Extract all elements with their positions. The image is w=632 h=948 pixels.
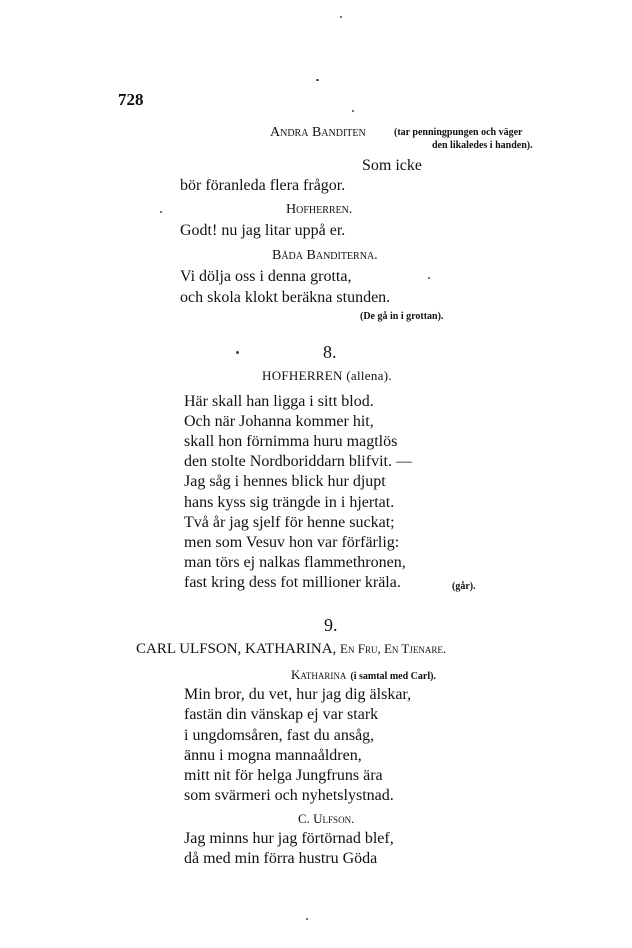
ink-speck	[160, 211, 162, 213]
scene-number: 8.	[323, 342, 337, 362]
verse-line: Vi dölja oss i denna grotta,	[180, 268, 352, 285]
verse-line: fast kring dess fot millioner kräla.	[184, 574, 401, 591]
verse-line: och skola klokt beräkna stunden.	[180, 289, 391, 306]
speaker-katharina: Katharina	[291, 667, 347, 682]
speaker-katharina-line	[291, 666, 436, 684]
verse-line: som svärmeri och nyhetslystnad.	[184, 787, 394, 804]
stage-direction: (De gå in i grottan).	[360, 311, 444, 322]
verse-line: den stolte Nordboriddarn blifvit. —	[184, 453, 412, 470]
scene-heading-names: CARL ULFSON, KATHARINA,	[136, 641, 337, 657]
verse-line: då med min förra hustru Göda	[184, 850, 378, 867]
verse-line: Och när Johanna kommer hit,	[184, 413, 374, 430]
ink-speck	[340, 16, 342, 18]
stage-note: (i samtal med Carl).	[350, 671, 436, 682]
stage-direction: (går).	[452, 581, 476, 592]
verse-line: skall hon förnimma huru magtlös	[184, 433, 398, 450]
scene-heading	[136, 641, 446, 658]
ink-speck	[306, 918, 308, 920]
verse-line: Godt! nu jag litar uppå er.	[180, 222, 346, 239]
ink-speck	[236, 351, 239, 354]
verse-line: Jag såg i hennes blick hur djupt	[184, 473, 386, 490]
verse-line: mitt nit för helga Jungfruns ära	[184, 767, 383, 784]
speaker-hofherren: Hofherren.	[286, 202, 353, 217]
verse-line: men som Vesuv hon var förfärlig:	[184, 534, 400, 551]
verse-line: Två år jag sjelf för henne suckat;	[184, 514, 395, 531]
verse-line: i ungdomsåren, fast du ansåg,	[184, 727, 375, 744]
speaker-bada-banditerna: Båda Banditerna.	[272, 248, 378, 263]
verse-line: man törs ej nalkas flammethronen,	[184, 554, 406, 571]
ink-speck	[316, 79, 319, 81]
verse-line: Min bror, du vet, hur jag dig älskar,	[184, 686, 412, 703]
verse-line: Här skall han ligga i sitt blod.	[184, 393, 374, 410]
verse-line: Jag minns hur jag förtörnad blef,	[184, 830, 394, 847]
verse-line: fastän din vänskap ej var stark	[184, 706, 379, 723]
scene-number: 9.	[324, 615, 338, 635]
verse-line: Som icke	[362, 157, 422, 174]
verse-line: hans kyss sig trängde in i hjertat.	[184, 494, 395, 511]
stage-note: (tar penningpungen och väger	[394, 127, 523, 138]
speaker-andra-banditen: Andra Banditen	[270, 125, 366, 140]
page-number: 728	[118, 90, 144, 109]
ink-speck	[428, 277, 430, 279]
verse-line: bör föranleda flera frågor.	[180, 177, 346, 194]
scene-heading: HOFHERREN (allena).	[262, 368, 392, 383]
stage-note: den likaledes i handen).	[432, 140, 533, 151]
scene-heading-others: En Fru, En Tjenare.	[340, 641, 447, 656]
ink-speck	[352, 110, 354, 112]
verse-line: ännu i mogna mannaåldren,	[184, 747, 362, 764]
speaker-c-ulfson: C. Ulfson.	[298, 811, 355, 826]
